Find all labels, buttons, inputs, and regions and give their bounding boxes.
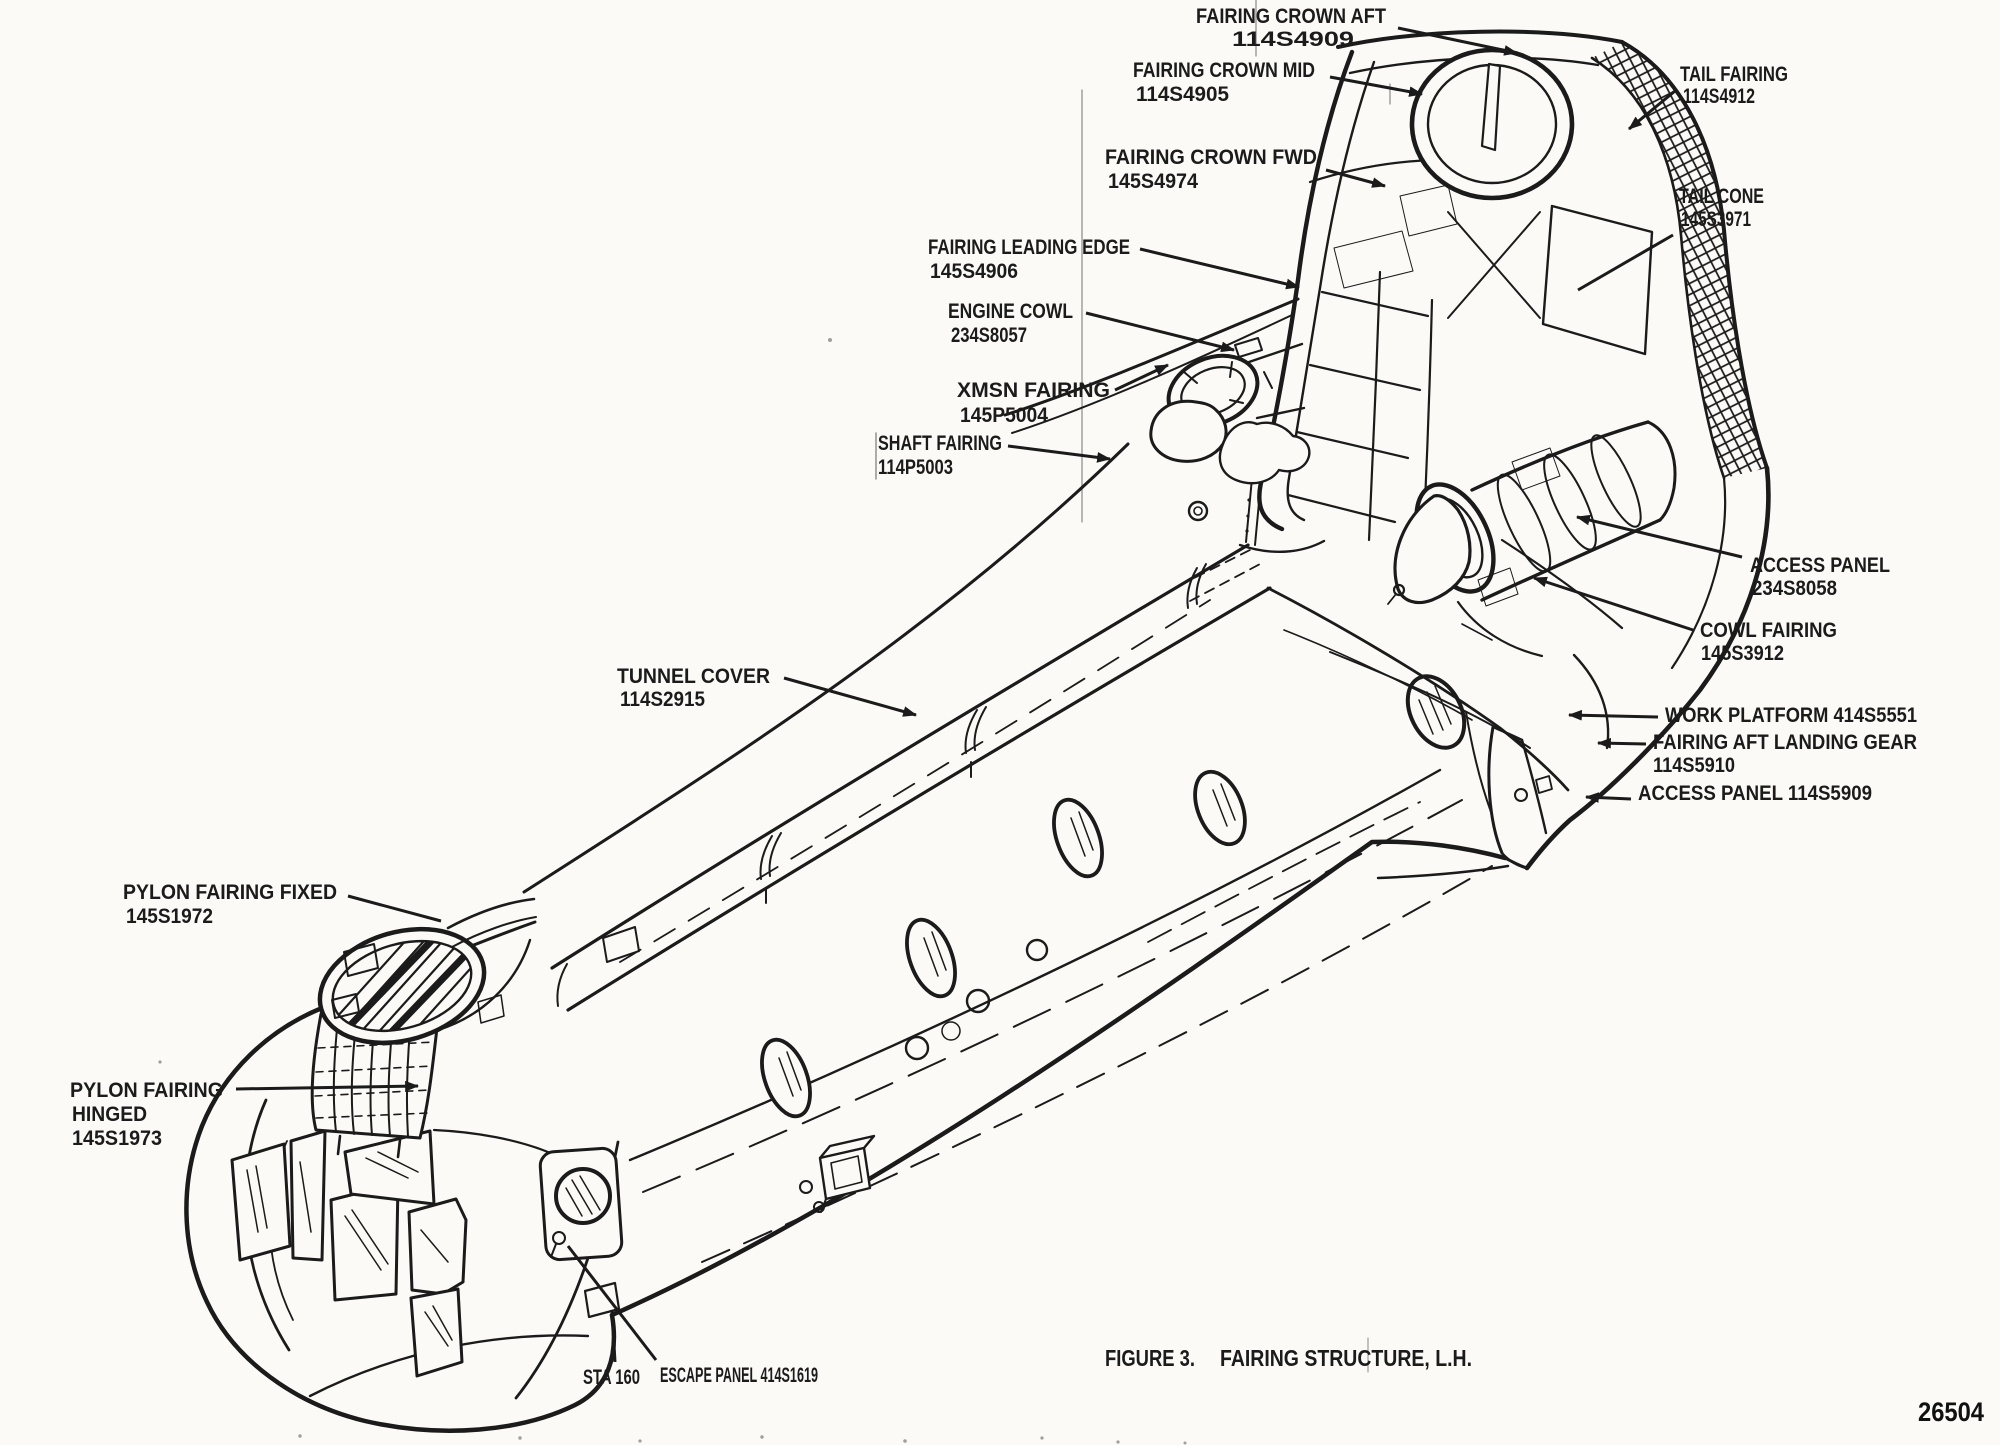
figure-caption bbox=[1105, 1345, 1472, 1371]
leader-fairing-leading-edge bbox=[1140, 249, 1299, 287]
callout-pylon-fairing-hinged-line2: HINGED bbox=[72, 1102, 147, 1126]
callout-xmsn-fairing-part: 145P5004 bbox=[960, 403, 1049, 427]
helicopter-drawing bbox=[158, 0, 1768, 1445]
callout-engine-cowl-part: 234S8057 bbox=[951, 323, 1028, 347]
cockpit-windows bbox=[232, 1131, 466, 1376]
callout-work-platform-name: WORK PLATFORM 414S5551 bbox=[1665, 703, 1918, 727]
callout-shaft-fairing-part: 114P5003 bbox=[878, 455, 954, 479]
leader-engine-cowl bbox=[1086, 313, 1234, 350]
callout-fairing-crown-aft-name: FAIRING CROWN AFT bbox=[1196, 4, 1386, 28]
forward-pylon bbox=[306, 899, 552, 1157]
callout-tail-cone-name: TAIL CONE bbox=[1679, 184, 1764, 208]
callout-xmsn-fairing-name: XMSN FAIRING bbox=[957, 378, 1110, 402]
callout-cowl-fairing-name: COWL FAIRING bbox=[1700, 618, 1837, 642]
callout-engine-cowl-name: ENGINE COWL bbox=[948, 299, 1073, 323]
figure-caption-label: FIGURE 3. bbox=[1105, 1345, 1195, 1371]
callout-pylon-fairing-hinged-line1: PYLON FAIRING bbox=[70, 1078, 223, 1102]
leader-xmsn-fairing bbox=[1115, 365, 1168, 390]
escape-panel bbox=[539, 1147, 622, 1260]
callout-fairing-crown-fwd-name: FAIRING CROWN FWD bbox=[1105, 145, 1317, 169]
callout-escape-panel: ESCAPE PANEL 414S1619 bbox=[660, 1363, 819, 1387]
leader-access-panel-aft bbox=[1586, 797, 1631, 799]
callout-sta-160: STA 160 bbox=[583, 1365, 641, 1389]
callout-tunnel-cover-part: 114S2915 bbox=[620, 687, 706, 711]
leader-pylon-fairing-fixed bbox=[348, 896, 441, 921]
callout-fairing-crown-mid-part: 114S4905 bbox=[1136, 82, 1230, 106]
leader-access-panel-engine bbox=[1577, 517, 1742, 557]
leader-lines bbox=[236, 28, 1742, 1362]
figure-caption-title: FAIRING STRUCTURE, L.H. bbox=[1220, 1345, 1472, 1371]
callout-access-panel-engine-part: 234S8058 bbox=[1752, 576, 1838, 600]
callout-fairing-leading-edge-name: FAIRING LEADING EDGE bbox=[928, 235, 1130, 259]
callout-tail-fairing-part: 114S4912 bbox=[1683, 84, 1756, 108]
page-code: 26504 bbox=[1918, 1397, 1984, 1427]
callout-tail-cone-part: 145S3971 bbox=[1681, 207, 1752, 231]
callout-cowl-fairing-part: 145S3912 bbox=[1701, 641, 1785, 665]
leader-work-platform bbox=[1569, 715, 1658, 717]
callout-access-panel-engine-name: ACCESS PANEL bbox=[1750, 553, 1890, 577]
callout-access-panel-aft-name: ACCESS PANEL 114S5909 bbox=[1638, 781, 1873, 805]
callout-fairing-crown-aft-part: 114S4909 bbox=[1232, 27, 1355, 51]
callout-fairing-aft-landing-gear-part: 114S5910 bbox=[1653, 753, 1736, 777]
leader-fairing-crown-fwd bbox=[1326, 170, 1385, 186]
callout-tunnel-cover-name: TUNNEL COVER bbox=[617, 664, 771, 688]
callout-fairing-crown-fwd-part: 145S4974 bbox=[1108, 169, 1199, 193]
callout-pylon-fairing-fixed-name: PYLON FAIRING FIXED bbox=[123, 880, 337, 904]
callout-fairing-leading-edge-part: 145S4906 bbox=[930, 259, 1019, 283]
leader-fairing-aft-landing-gear bbox=[1598, 743, 1646, 744]
aft-landing-gear-fairing bbox=[1284, 630, 1552, 868]
callout-pylon-fairing-fixed-part: 145S1972 bbox=[126, 904, 214, 928]
callout-fairing-crown-mid-name: FAIRING CROWN MID bbox=[1133, 58, 1315, 82]
callout-fairing-aft-landing-gear-name: FAIRING AFT LANDING GEAR bbox=[1653, 730, 1918, 754]
leader-cowl-fairing bbox=[1534, 578, 1693, 630]
leader-fairing-crown-mid bbox=[1330, 77, 1422, 94]
callout-pylon-fairing-hinged-part: 145S1973 bbox=[72, 1126, 163, 1150]
cabin-windows bbox=[753, 667, 1476, 1123]
callout-tail-fairing-name: TAIL FAIRING bbox=[1680, 62, 1788, 86]
leader-shaft-fairing bbox=[1008, 446, 1110, 459]
callout-shaft-fairing-name: SHAFT FAIRING bbox=[878, 431, 1002, 455]
